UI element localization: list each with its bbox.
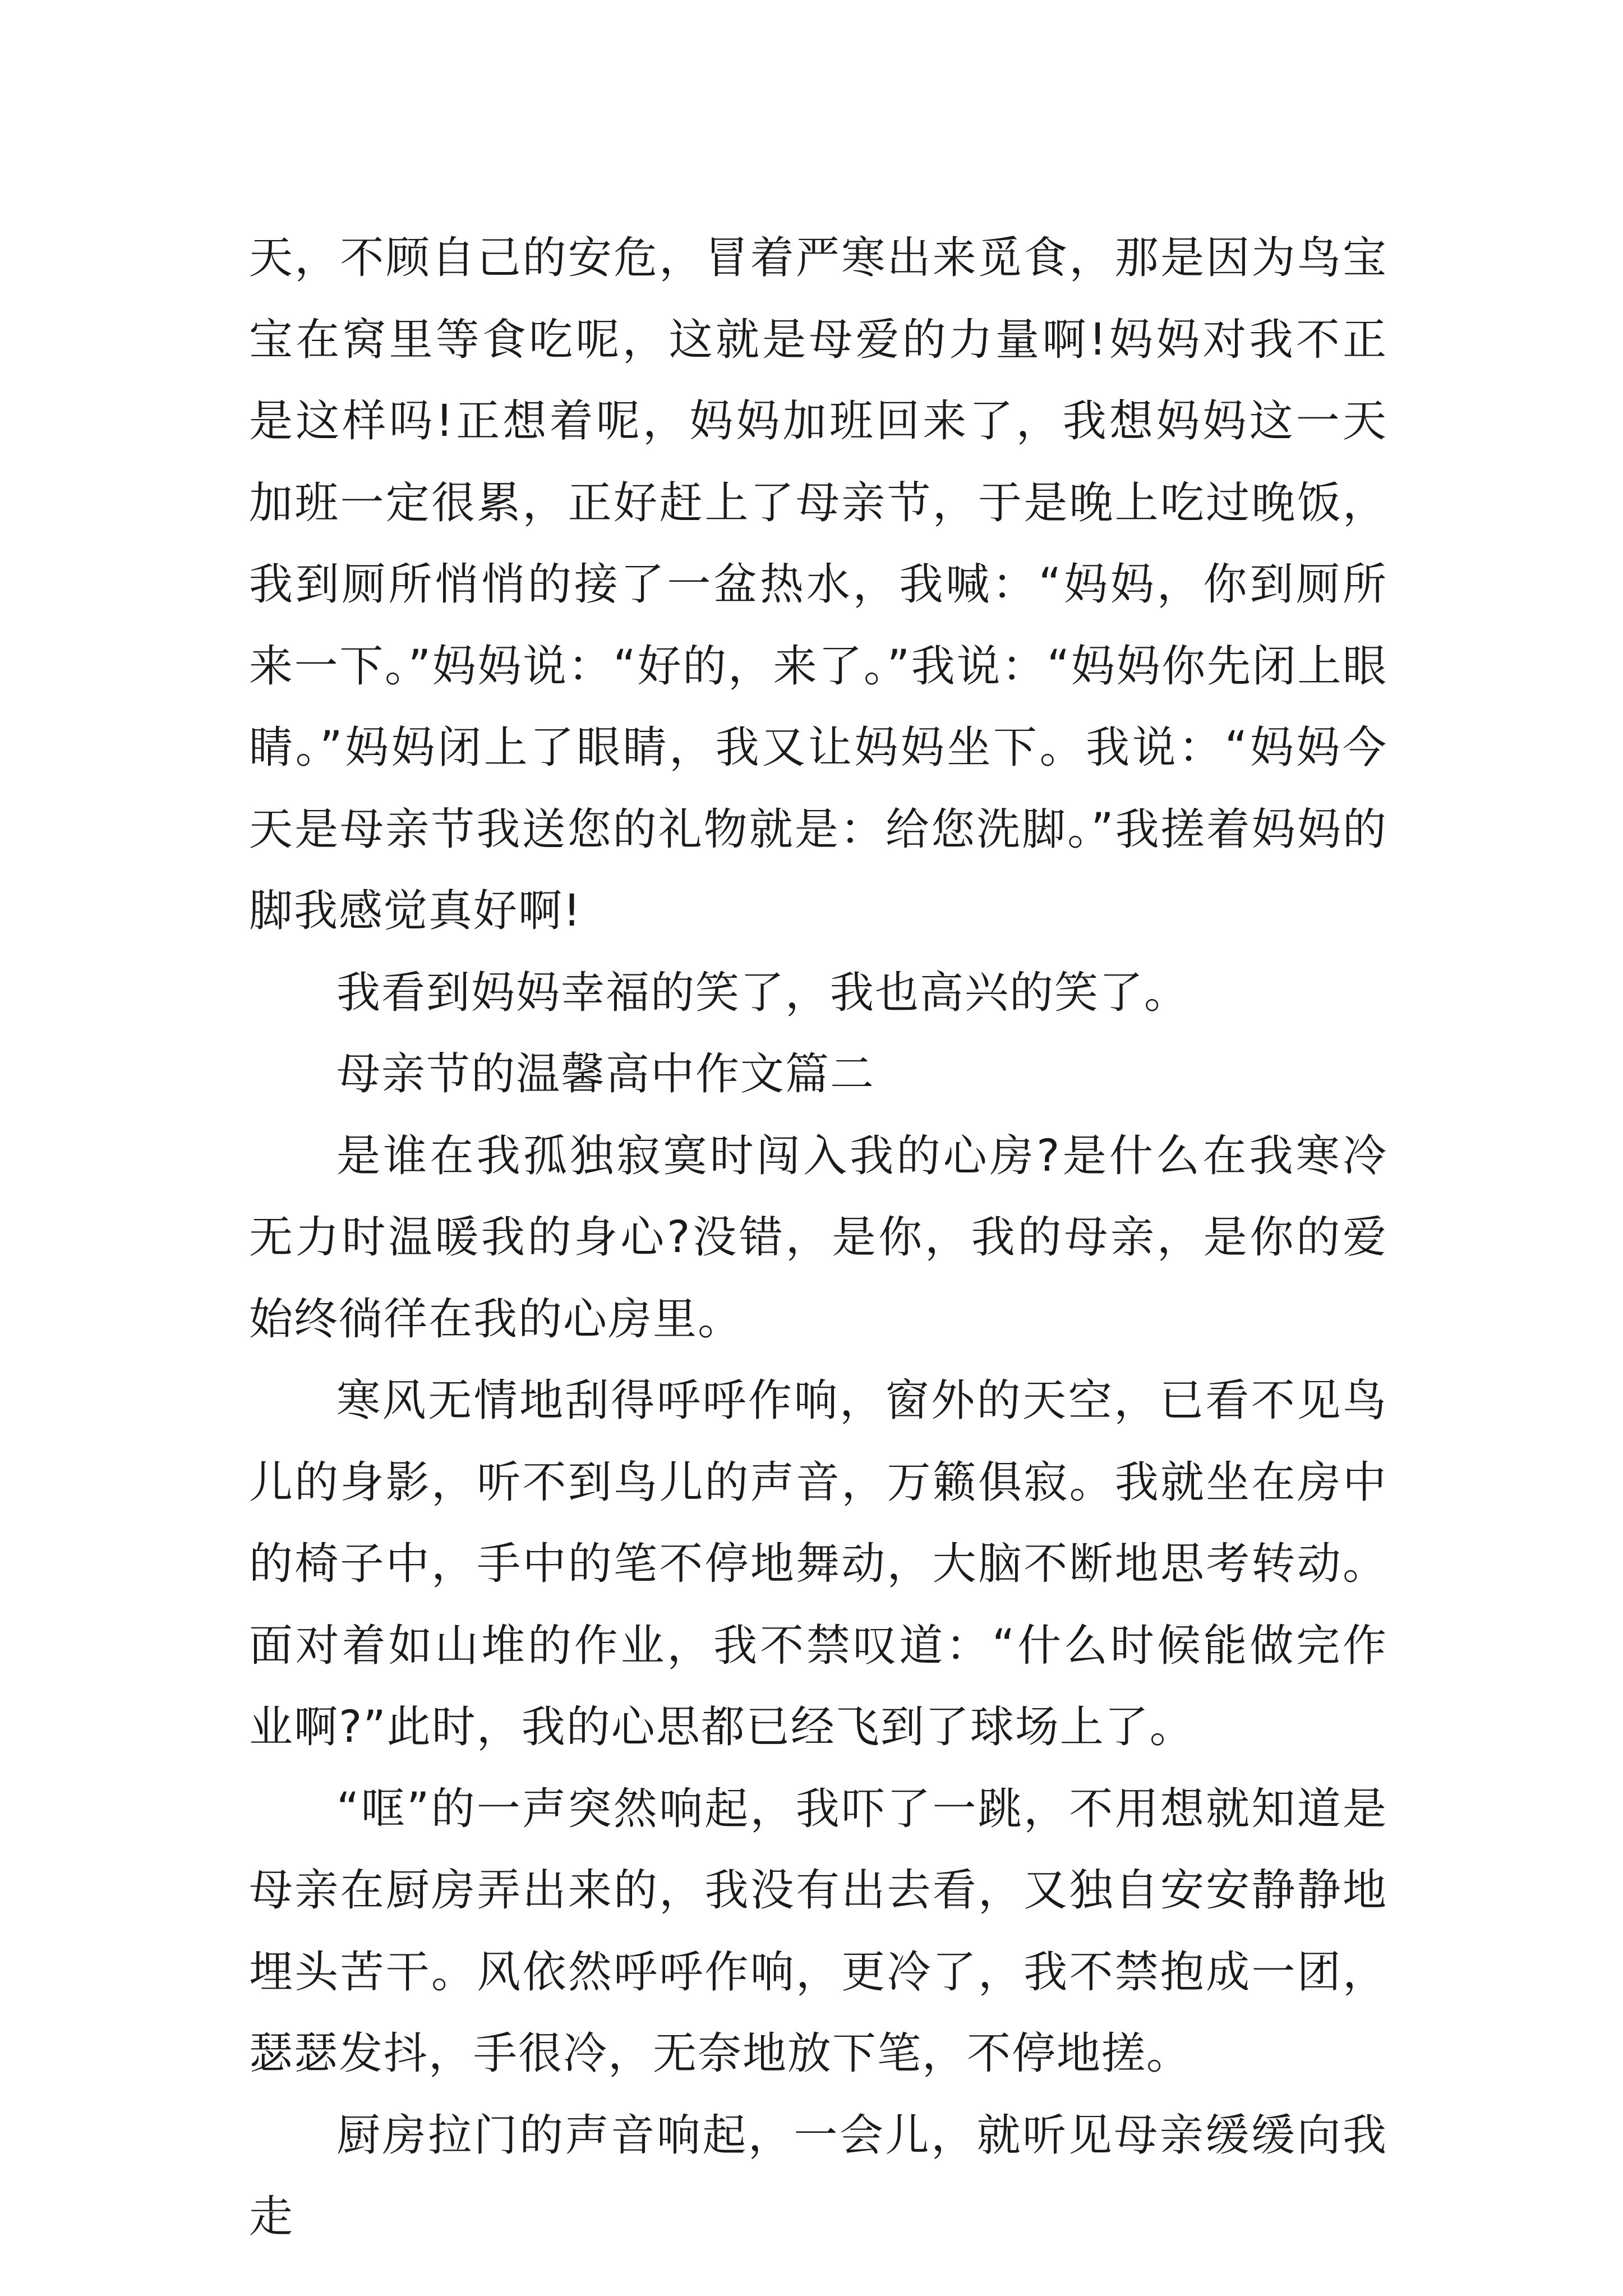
paragraph: 厨房拉门的声音响起，一会儿，就听见母亲缓缓向我走 bbox=[249, 2110, 1387, 2242]
section-heading: 母亲节的温馨高中作文篇二 bbox=[336, 1049, 875, 1099]
paragraph: 寒风无情地刮得呼呼作响，窗外的天空，已看不见鸟儿的身影，听不到鸟儿的声音，万籁俱寂。我就坐在房中的椅子中，手中的笔不停地舞动，大脑不断地思考转动。面对着如山堆的作业，我不禁叹道：“什么时候能做完作业啊?”此时，我的心思都已经飞到了球场上了。 bbox=[249, 1375, 1387, 1752]
document-body bbox=[249, 218, 1387, 2258]
paragraph: 我看到妈妈幸福的笑了，我也高兴的笑了。 bbox=[336, 967, 1189, 1018]
paragraph: 是谁在我孤独寂寞时闯入我的心房?是什么在我寒冷无力时温暖我的身心?没错，是你，我的母亲，是你的爱始终徜徉在我的心房里。 bbox=[249, 1130, 1387, 1345]
paragraph-continuation: 天，不顾自己的安危，冒着严寒出来觅食，那是因为鸟宝宝在窝里等食吃呢，这就是母爱的力量啊!妈妈对我不正是这样吗!正想着呢，妈妈加班回来了，我想妈妈这一天加班一定很累，正好赶上了母亲节，于是晚上吃过晚饭，我到厕所悄悄的接了一盆热水，我喊：“妈妈，你到厕所来一下。”妈妈说：“好的，来了。”我说：“妈妈你先闭上眼睛。”妈妈闭上了眼睛，我又让妈妈坐下。我说：“妈妈今天是母亲节我送您的礼物就是：给您洗脚。”我搓着妈妈的脚我感觉真好啊! bbox=[249, 233, 1387, 936]
paragraph: “哐”的一声突然响起，我吓了一跳，不用想就知道是母亲在厨房弄出来的，我没有出去看，又独自安安静静地埋头苦干。风依然呼呼作响，更冷了，我不禁抱成一团，瑟瑟发抖，手很冷，无奈地放下笔，不停地搓。 bbox=[249, 1783, 1387, 2079]
